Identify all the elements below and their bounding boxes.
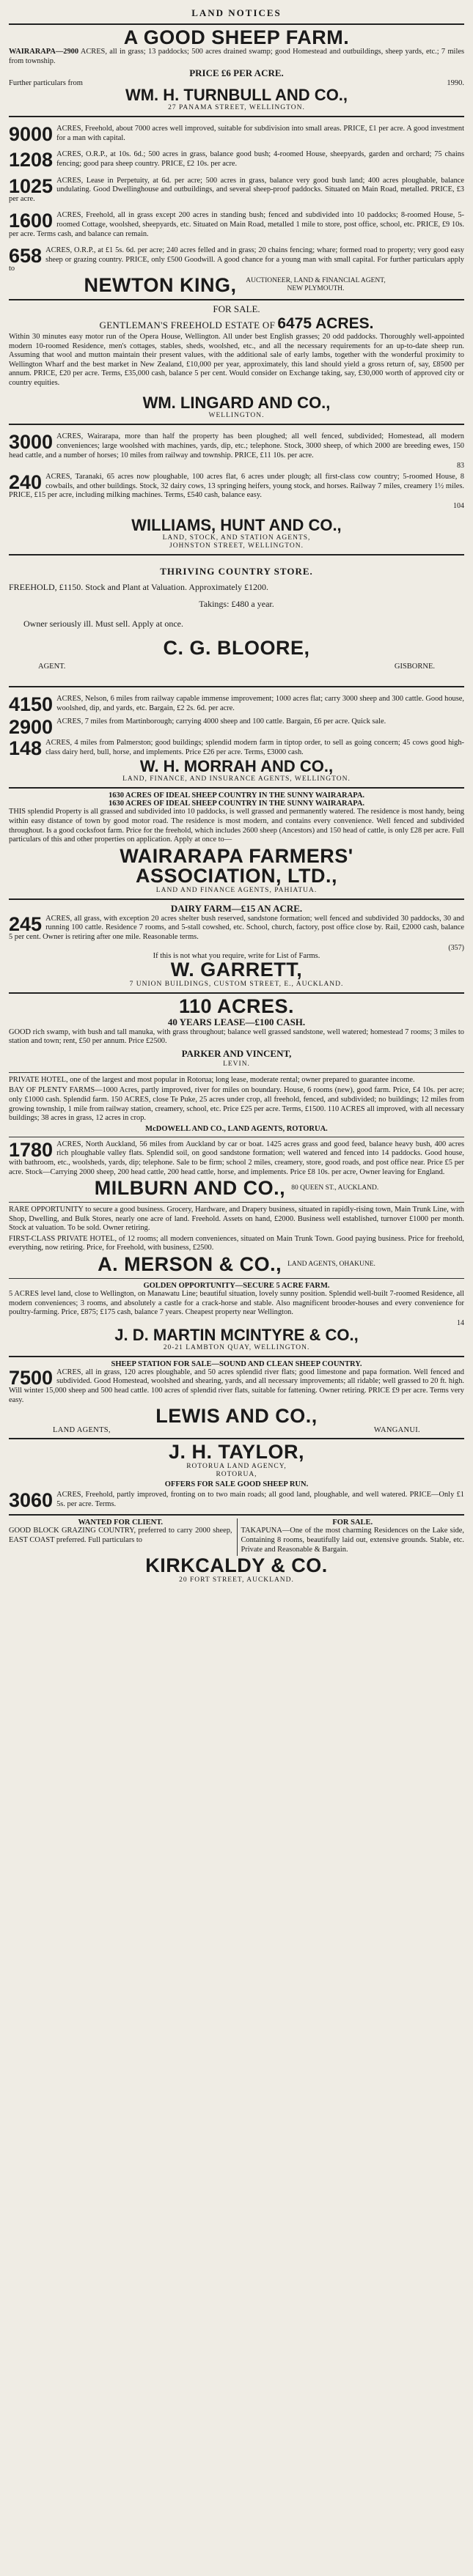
ad-heading: 1630 ACRES OF IDEAL SHEEP COUNTRY IN THE SUNNY WAIRARAPA. — [108, 791, 365, 800]
listing-item — [9, 174, 464, 206]
ad-freehold: FREEHOLD, £1150. Stock and Plant at Valuation. Approximately £1200. — [9, 582, 268, 593]
ad-lewis — [9, 1356, 464, 1438]
ad-newton-king — [9, 116, 464, 299]
ad-paragraph: BAY OF PLENTY FARMS—1000 Acres, partly improved, river for miles on boundary. House, 6 rooms (new), good farm. Price, £4 10s. per acre; only £1000 cash. Splendid farm. 150 ACRES, close Te Puke, 25 acres under crop, all freehold, fenced, and subdivided; no buildings; 12 miles from growing township, 1 mile from railway station, creamery, school, etc. Price £25 per acre. Terms, £1500. 110 ACRES all improved, with all necessary buildings; 38 acres in grass, 12 acres in crop. — [9, 1086, 464, 1123]
ad-sub: ROTORUA LAND AGENCY, — [186, 1463, 287, 1471]
listing-text: ACRES, all grass, with exception 20 acres shelter bush reserved, sandstone formation; well fenced and subdivided 30 paddocks, 30 and running 100 cattle. Residence 7 rooms, and 5-stall cowshed, etc. School, church, factory, post office close by. Rail, £2000 cash, balance 5 per cent. Owner is retiring after one mile. Reasonable terms. — [9, 914, 464, 941]
ad-lingard — [9, 299, 464, 424]
land-notices-page — [9, 0, 464, 1588]
ad-address: 27 PANAMA STREET, WELLINGTON. — [168, 104, 305, 112]
ad-firm-block — [9, 273, 464, 296]
ad-lead: GENTLEMAN'S FREEHOLD ESTATE OF — [99, 319, 276, 331]
ad-title: GOLDEN OPPORTUNITY—SECURE 5 ACRE FARM. — [143, 1282, 330, 1291]
listing-acres: 1025 — [9, 174, 54, 197]
listing-text: ACRES, O.R.P., at 10s. 6d.; 500 acres in grass, balance good bush; 4-roomed House, sheepyards, garden and orchard; 75 chains fencing; good para sheep country. PRICE, £2 10s. per acre. — [56, 150, 464, 168]
listing-item — [9, 211, 464, 240]
ad-paragraph: PRIVATE HOTEL, one of the largest and most popular in Rotorua; long lease, moderate rental; owner prepared to guarantee income. — [9, 1075, 415, 1084]
listing-acres: 4150 — [9, 693, 54, 716]
ad-firm: WM. H. TURNBULL AND CO., — [125, 86, 348, 105]
ad-text: ACRES, all in grass; 13 paddocks; 500 acres drained swamp; good Homestead and outbuildings, sheep yards, etc.; 7 miles from township. — [9, 48, 464, 65]
listing-item — [9, 912, 464, 952]
listing-acres: 3000 — [9, 431, 54, 454]
listing-item — [9, 432, 464, 470]
listing-item — [9, 125, 464, 144]
ad-firm: W. GARRETT, — [170, 958, 303, 981]
ad-garrett — [9, 898, 464, 992]
ad-firm: KIRKCALDY & CO. — [145, 1554, 328, 1577]
ad-sub: 40 YEARS LEASE—£100 CASH. — [167, 1016, 306, 1027]
ad-firm: WM. LINGARD AND CO., — [142, 394, 331, 413]
ad-firm: ASSOCIATION, LTD., — [136, 864, 337, 887]
listing-acres: 148 — [9, 737, 43, 760]
ad-firm: MILBURN AND CO., — [94, 1177, 286, 1200]
ad-williams-hunt — [9, 424, 464, 554]
ad-title: DAIRY FARM—£15 AN ACRE. — [170, 902, 303, 914]
listing-acres: 2900 — [9, 716, 54, 739]
listing-acres: 1208 — [9, 149, 54, 171]
listing-acres: 7500 — [9, 1366, 54, 1389]
ad-address: WELLINGTON. — [208, 412, 265, 420]
ad-takings: Takings: £480 a year. — [199, 599, 274, 610]
ad-milburn — [9, 1137, 464, 1202]
ad-columns — [9, 1518, 464, 1556]
listing-item — [9, 695, 464, 715]
ad-lead-line — [9, 315, 464, 333]
listing-ref: (357) — [448, 943, 464, 952]
listing-text: ACRES, 4 miles from Palmerston; good buildings; splendid modern farm in tiptop order, to sell as going concern; 45 cows good high-class dairy herd, bull, horse, and implements. Price £26 per acre. Terms, £3000 cash. — [45, 739, 464, 756]
ad-title: 110 ACRES. — [178, 994, 295, 1017]
ad-morrah — [9, 686, 464, 787]
ad-body: GOOD rich swamp, with bush and tall manuka, with grass throughout; balance well grassed sandstone, well watered; homestead 7 rooms; 3 miles to station and town; rent, £50 per annum. Price £2500. — [9, 1027, 464, 1046]
left-column — [9, 1518, 232, 1556]
listing-text: ACRES, Wairarapa, more than half the property has been ploughed; all well fenced, subdivided; Homestead, all modern conveniences; large woolshed with machines, yards, dip, etc.; telephone. Stock, 3000 sheep, of which 2000 are breeding ewes, 150 head cattle, and a number of horses; 10 miles from railway and township. PRICE, £11 10s. per acre. — [9, 432, 464, 460]
ad-ref: 1990. — [447, 79, 464, 88]
ad-address: 20-21 LAMBTON QUAY, WELLINGTON. — [163, 1343, 310, 1351]
ad-note: Further particulars from — [9, 79, 83, 88]
ad-ref: 14 — [457, 1318, 464, 1327]
ad-sub: LAND AGENTS, — [53, 1426, 111, 1435]
ad-footer — [9, 1426, 464, 1434]
ad-address: 80 QUEEN ST., AUCKLAND. — [291, 1184, 379, 1192]
listing-acres: 245 — [9, 912, 43, 935]
listing-text: ACRES, all in grass, 120 acres ploughable, and 50 acres splendid river flats; good limestone and papa formation. Well fenced and subdivided. Good Homestead, woolshed and shearing, yards, and all necessary improvements; all ridable; well grassed to 20 ft. high. Will winter 15,000 sheep and 500 head cattle. 100 acres of splendid river flats, suitable for fattening. Owner retiring. PRICE £9 per acre. Terms very easy. — [9, 1368, 464, 1404]
ad-body: Within 30 minutes easy motor run of the Opera House, Wellington. All under best English grasses; 20 odd paddocks. Thoroughly well-appointed modern 10-roomed Residence, men's cottages, stables, sheds, woolshed, etc., and all the necessary requirements for an up-to-date sheep run. Assuming that wool and mutton maintain their present values, with the additional sale of early lambs, together with the wonderful proximity to Wellington Wharf and the best market in New Zealand, £10,000 per year, approximately, this land should yield a gross return of, say, £8500 per annum. PRICE, £20 per acre. Terms, £35,000 cash, balance 5 per cent. Would consider on Exchange taking, say, £30,000 worth of approved city or country equities. — [9, 332, 464, 387]
ad-address: 20 FORT STREET, AUCKLAND. — [179, 1576, 294, 1584]
listing-acres: 1780 — [9, 1138, 54, 1161]
ad-firm-side: LAND AGENTS, OHAKUNE. — [287, 1261, 375, 1269]
ad-merson — [9, 1202, 464, 1278]
ad-sheep-farm — [9, 23, 464, 116]
listing-item — [9, 1368, 464, 1406]
listing-text: ACRES, Taranaki, 65 acres now ploughable, 100 acres flat, 6 acres under plough; all first-class cow country; 5-roomed House, 8 cowbails, and other buildings. Stock, 32 dairy cows, 13 springing heifers, young stock, and horses. Railway 7 miles, creamery 1½ miles. PRICE, £15 per acre, including milking machines. Terms, £540 cash, balance easy. — [9, 473, 464, 500]
ad-owner: Owner seriously ill. Must sell. Apply at once. — [23, 619, 183, 630]
ad-address: LAND AND FINANCE AGENTS, PAHIATUA. — [155, 886, 318, 894]
listing-acres: 658 — [9, 245, 43, 267]
column-text: GOOD BLOCK GRAZING COUNTRY, preferred to carry 2000 sheep, EAST COAST preferred. Full particulars to — [9, 1527, 232, 1544]
listing-acres: 1600 — [9, 210, 54, 232]
listing-acres: 9000 — [9, 123, 54, 146]
column-title: WANTED FOR CLIENT. — [78, 1518, 164, 1527]
ad-firm: C. G. BLOORE, — [163, 637, 310, 660]
listing-acres: 240 — [9, 471, 43, 494]
ad-firm-side: AUCTIONEER, LAND & FINANCIAL AGENT, NEW PLYMOUTH. — [246, 277, 386, 293]
ad-mcintyre — [9, 1278, 464, 1356]
ad-firm: WILLIAMS, HUNT AND CO., — [131, 516, 342, 535]
ad-town: LEVIN. — [223, 1060, 250, 1068]
ad-town: WANGANUI. — [373, 1426, 420, 1435]
listing-item — [9, 1491, 464, 1510]
ad-body: THIS splendid Property is all grassed and subdivided into 10 paddocks, is well grassed and permanently watered. The residence is most handy, being within easy distance of town by good motor road. The residence is most modern, and contains every convenience. Well fenced and subdivided throughout. Is a good cocksfoot farm. Price for the freehold, which includes 2600 sheep (Ancestors) and 150 head of cattle, is only £28 per acre. Full particulars of this and other properties on application. Apply at once to— — [9, 808, 464, 844]
listing-text: ACRES, Freehold, about 7000 acres well improved, suitable for subdivision into small areas. PRICE, £1 per acre. A good investment for a man with capital. — [56, 125, 464, 142]
column-title: FOR SALE. — [332, 1518, 373, 1527]
ad-extra: FIRST-CLASS PRIVATE HOTEL, of 12 rooms; all modern conveniences, situated on Main Trunk Town. Good paying business. Price for freehold, everything, now retiring. Price, for Freehold, with business, £2500. — [9, 1234, 464, 1252]
ad-firm-block — [9, 1178, 464, 1198]
listing-text: ACRES, Freehold, all in grass except 200 acres in standing bush; fenced and subdivided into 10 paddocks; 8-roomed House, 5-roomed Cottage, woolshed, sheepyards, etc. Situated on Main Road, metalled 1 mile to store, post office, school, etc. PRICE, £9 10s. per acre. Terms cash, and balance can remain. — [9, 211, 464, 238]
ad-body: 5 ACRES level land, close to Wellington, on Manawatu Line; beautiful situation, lovely sunny position. Splendid well-built 7-roomed Residence, all modern conveniences; 3 rooms, and absolutely a castle for a crack-horse and stable. Also magnificent brooder-houses and every convenience for poultry-farming. Price, £875; £175 cash, balance 7 years. Cheapest property near Wellington. — [9, 1290, 464, 1317]
ad-title: A GOOD SHEEP FARM. — [123, 26, 350, 48]
ad-town: ROTORUA, — [216, 1471, 257, 1479]
ad-mcdowell — [9, 1072, 464, 1137]
listing-group — [9, 125, 464, 276]
ad-wairarapa-farmers — [9, 787, 464, 898]
listing-item — [9, 739, 464, 759]
listing-text: ACRES, O.R.P., at £1 5s. 6d. per acre; 240 acres felled and in grass; 20 chains fencing; whare; formed road to property; very good easy sheep or grazing country. PRICE, only £500 Goodwill. A good chance for a young man with small capital. For further particulars apply to — [9, 246, 464, 273]
ad-parker — [9, 992, 464, 1072]
ad-firm: LEWIS AND CO., — [155, 1405, 318, 1428]
ad-offers: OFFERS FOR SALE GOOD SHEEP RUN. — [164, 1480, 309, 1489]
ad-firm-block — [9, 1255, 464, 1274]
ad-body — [9, 48, 464, 66]
listing-acres: 3060 — [9, 1489, 54, 1512]
ad-heading: 1630 ACRES OF IDEAL SHEEP COUNTRY IN THE SUNNY WAIRARAPA. — [108, 800, 365, 808]
ad-firm: W. H. MORRAH AND CO., — [139, 757, 334, 776]
ad-sub: LAND, STOCK, AND STATION AGENTS, — [162, 534, 311, 542]
ad-footer — [9, 658, 464, 682]
ad-address: 7 UNION BUILDINGS, CUSTOM STREET, E., AUCKLAND. — [129, 980, 344, 988]
listing-item — [9, 246, 464, 276]
listing-item — [9, 473, 464, 510]
right-column — [237, 1518, 465, 1556]
listing-ref: 83 — [457, 462, 464, 470]
ad-firm: J. D. MARTIN MCINTYRE & CO., — [114, 1325, 359, 1344]
listing-text: ACRES, Freehold, partly improved, fronting on to two main roads; all good land, ploughable, and well watered. PRICE—Only £1 5s. per acre. Terms. — [56, 1491, 464, 1508]
ad-bloore — [9, 554, 464, 686]
ad-firm: WAIRARAPA FARMERS' — [120, 844, 353, 867]
listing-item — [9, 150, 464, 170]
ad-firm: J. H. TAYLOR, — [168, 1441, 305, 1464]
listing-text: ACRES, Lease in Perpetuity, at 6d. per acre; 500 acres in grass, balance very good bush land; 400 acres ploughable, balance undulating. Good Dwellinghouse and outbuildings, and several sheep-proof paddocks. Situated on Main Road, metalled. PRICE, £3 per acre. — [9, 176, 464, 203]
listing-text: ACRES, North Auckland, 56 miles from Auckland by car or boat. 1425 acres grass and good feed, balance heavy bush, 400 acres rich ploughable valley flats. Splendid soil, on good sandstone formation; well watered and fenced into 14 paddocks. Good house, with bathroom, etc., woolsheds, yards, dip; telephone. Sale to be firm; school 2 miles, creamery, store, good roads, and post office near. Price £5 per acre. Stock—Carrying 2000 sheep, 200 head cattle, 200 head cattle, horse, and implements. Price £8 10s. per acre, Owner leaving for England. — [9, 1140, 464, 1176]
ad-label: FOR SALE. — [213, 303, 260, 314]
ad-firm: NEWTON KING, — [84, 273, 237, 296]
section-header: LAND NOTICES — [191, 7, 282, 18]
ad-firm: PARKER AND VINCENT, — [181, 1047, 292, 1059]
ad-taylor — [9, 1438, 464, 1514]
ad-title: THRIVING COUNTRY STORE. — [160, 566, 313, 577]
ad-price: PRICE £6 PER ACRE. — [189, 67, 284, 79]
ad-firm: McDOWELL AND CO., LAND AGENTS, ROTORUA. — [145, 1124, 328, 1133]
ad-address: LAND, FINANCE, AND INSURANCE AGENTS, WELLINGTON. — [122, 775, 351, 783]
column-text: TAKAPUNA—One of the most charming Residences on the Lake side, Containing 8 rooms, beautifully laid out, extensive grounds. Stable, etc. Private and Reasonable & Bargain. — [241, 1527, 464, 1554]
ad-firm: A. MERSON & CO., — [98, 1253, 282, 1276]
listing-text: ACRES, Nelson, 6 miles from railway capable immense improvement; 1000 acres flat; carry 3000 sheep and 300 cattle. Good house, woolshed, dip, and yards, etc. Bargain, £2 2s. 6d. per acre. — [56, 695, 464, 712]
ad-body: RARE OPPORTUNITY to secure a good business. Grocery, Hardware, and Drapery business, situated in rapidly-rising town, Main Trunk Line, with Shop, Dwelling, and Bulk Stores, nearly one acre of land. Freehold. Assets on hand, £2000. Business well established, turnover £1000 per month. Stock at valuation. To be sold. Owner retiring. — [9, 1206, 464, 1233]
ad-note: If this is not what you require, write for List of Farms. — [153, 951, 320, 960]
listing-text: ACRES, 7 miles from Martinborough; carrying 4000 sheep and 100 cattle. Bargain, £6 per acre. Quick sale. — [56, 717, 386, 726]
ad-kirkcaldy — [9, 1514, 464, 1588]
ad-lead: WAIRARAPA—2900 — [9, 48, 79, 56]
ad-address: JOHNSTON STREET, WELLINGTON. — [169, 542, 304, 550]
ad-title: SHEEP STATION FOR SALE—SOUND AND CLEAN SHEEP COUNTRY. — [111, 1359, 362, 1368]
ad-agent: AGENT. — [38, 663, 66, 671]
ad-town: GISBORNE. — [394, 663, 435, 671]
listing-item — [9, 716, 464, 739]
ad-acres: 6475 ACRES. — [277, 314, 374, 332]
listing-item — [9, 1140, 464, 1178]
listing-ref: 104 — [453, 502, 464, 511]
